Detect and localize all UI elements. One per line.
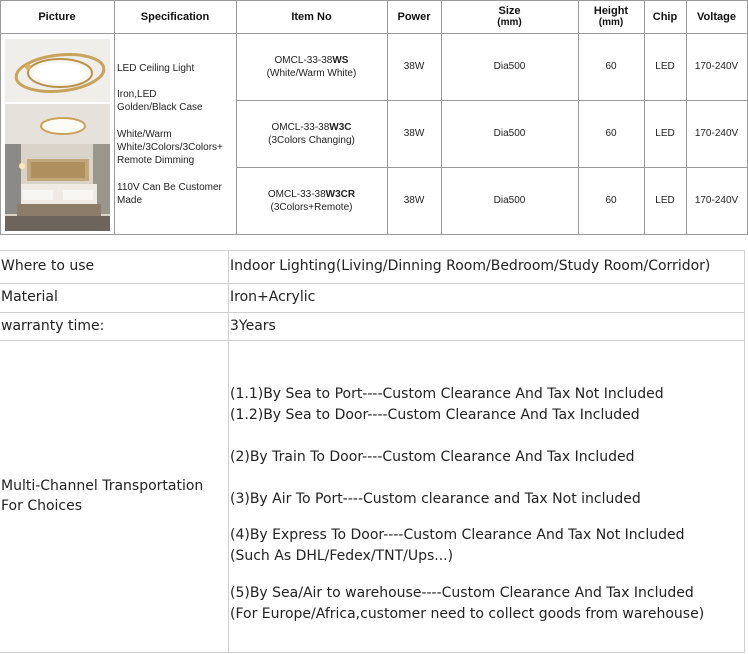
row-1-item-prefix: OMCL-33-38: [274, 54, 333, 66]
info-table: [0, 250, 748, 654]
info-row-divider-2: [0, 312, 745, 313]
spec-line-8: Made: [117, 195, 143, 206]
row-3-voltage: 170-240V: [694, 195, 739, 206]
spec-col-line-1: [114, 0, 115, 235]
material-value: Iron+Acrylic: [230, 289, 316, 305]
header-size-line1: Size: [498, 4, 521, 17]
spec-line-4: White/Warm: [117, 129, 172, 140]
where-to-use-label: Where to use: [1, 258, 95, 274]
header-specification: Specification: [140, 10, 210, 23]
row-3-power: 38W: [403, 195, 425, 206]
spec-line-3: Golden/Black Case: [117, 102, 203, 113]
specification-text: [117, 36, 237, 235]
row-3-height: 60: [605, 195, 617, 206]
row-3-item-no: [236, 167, 387, 234]
transport-option-1-1: (1.1)By Sea to Port----Custom Clearance And Tax Not Included: [230, 386, 664, 402]
transport-option-3: (3)By Air To Port----Custom clearance and Tax Not included: [230, 491, 641, 507]
row-3-chip: LED: [655, 195, 675, 206]
row-1-item-suffix: WS: [332, 54, 349, 66]
transport-option-1-2: (1.2)By Sea to Door----Custom Clearance And Tax Included: [230, 407, 640, 423]
row-2-item-suffix: W3C: [329, 121, 352, 133]
info-row-divider-1: [0, 283, 745, 284]
info-col-divider: [228, 250, 229, 653]
spec-line-1: LED Ceiling Light: [117, 63, 195, 74]
spec-table: [0, 0, 748, 235]
row-3-item-suffix: W3CR: [325, 188, 356, 200]
spec-line-6: Remote Dimming: [117, 155, 195, 166]
row-1-height: 60: [605, 61, 617, 72]
product-image-lamp: [5, 39, 110, 102]
header-size: [441, 0, 578, 33]
warranty-value: 3Years: [230, 318, 276, 334]
where-to-use-value: Indoor Lighting(Living/Dinning Room/Bedroom/Study Room/Corridor): [230, 258, 711, 274]
spec-col-line-0: [0, 0, 1, 235]
row-2-height: 60: [605, 128, 617, 139]
transport-option-4-note: (Such As DHL/Fedex/TNT/Ups...): [230, 548, 454, 564]
row-3-item-code: [268, 188, 355, 201]
row-2-item-prefix: OMCL-33-38: [271, 121, 330, 133]
transport-label-line2: For Choices: [1, 498, 83, 514]
row-2-voltage: 170-240V: [694, 128, 739, 139]
header-height-unit: (mm): [598, 16, 624, 28]
spec-line-2: Iron,LED: [117, 89, 157, 100]
transport-label-line1: Multi-Channel Transportation: [1, 478, 204, 494]
header-chip: Chip: [652, 10, 678, 23]
header-item-no: Item No: [291, 10, 332, 23]
row-3-item-prefix: OMCL-33-38: [267, 188, 326, 200]
header-power: Power: [397, 10, 431, 23]
info-border-right: [744, 250, 745, 653]
header-size-unit: (mm): [497, 16, 522, 28]
transport-option-2: (2)By Train To Door----Custom Clearance And Tax Included: [230, 449, 635, 465]
row-2-power: 38W: [403, 128, 425, 139]
row-1-item-code: [275, 54, 349, 67]
row-2-item-no: [236, 100, 387, 167]
header-height-line1: Height: [593, 4, 629, 17]
row-2-chip: LED: [655, 128, 675, 139]
row-1-voltage: 170-240V: [694, 61, 739, 72]
spec-line-5: White/3Colors/3Colors+: [117, 142, 223, 153]
row-1-size: Dia500: [493, 61, 526, 72]
material-label: Material: [1, 289, 58, 305]
info-border-bottom: [0, 652, 745, 653]
row-1-item-desc: (White/Warm White): [266, 67, 357, 79]
product-image-bedroom: [5, 104, 110, 231]
row-1-power: 38W: [403, 61, 425, 72]
warranty-label: warranty time:: [1, 318, 105, 334]
row-2-size: Dia500: [493, 128, 526, 139]
row-2-item-desc: (3Colors Changing): [268, 134, 355, 146]
header-voltage: Voltage: [697, 10, 736, 23]
info-row-divider-3: [0, 340, 745, 341]
spec-border-bottom: [0, 234, 748, 235]
transport-option-4: (4)By Express To Door----Custom Clearance And Tax Not Included: [230, 527, 685, 543]
row-3-item-desc: (3Colors+Remote): [270, 201, 353, 213]
transport-option-5-note: (For Europe/Africa,customer need to collect goods from warehouse): [230, 606, 705, 622]
header-picture: Picture: [38, 10, 76, 23]
spec-line-7: 110V Can Be Customer: [117, 182, 222, 193]
transport-option-5: (5)By Sea/Air to warehouse----Custom Clearance And Tax Included: [230, 585, 694, 601]
row-1-item-no: [236, 33, 387, 100]
header-height: [578, 0, 644, 33]
info-border-top: [0, 250, 745, 251]
row-3-size: Dia500: [493, 195, 526, 206]
row-1-chip: LED: [655, 61, 675, 72]
row-2-item-code: [271, 121, 351, 134]
